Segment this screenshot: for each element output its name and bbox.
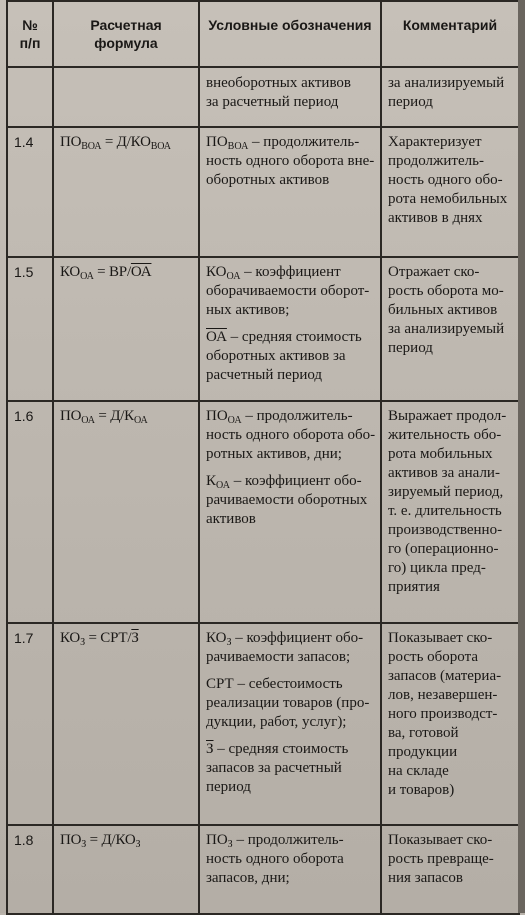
notation-entry: [206, 263, 374, 320]
comment-line: ного производст-: [388, 706, 498, 722]
row-number: 1.4: [7, 127, 53, 257]
formula-rhs: Д/К: [110, 408, 134, 424]
notation-line: [206, 831, 374, 850]
notation-line: [206, 759, 374, 778]
comment-line: лов, незавершен-: [388, 687, 498, 703]
table-row: [7, 623, 519, 825]
formula-lhs-sub: З: [81, 839, 87, 850]
comment-line: производственно-: [388, 522, 503, 538]
comment-line: рота немобильных: [388, 191, 508, 207]
comment-line: Показывает ско-: [388, 832, 493, 848]
notation-entry: [206, 328, 374, 385]
notation-text: – продолжитель-: [241, 408, 353, 424]
row-formula: [53, 401, 199, 623]
header-comment: Комментарий: [381, 1, 519, 67]
comment-line: продукции: [388, 744, 458, 760]
notation-text: – коэффициент: [240, 264, 341, 280]
notation-text: реализации товаров (про-: [206, 695, 370, 711]
notation-symbol: СРТ: [206, 676, 234, 692]
notation-symbol-overline: З: [206, 741, 214, 757]
header-formula: Расчетная формула: [53, 1, 199, 67]
notation-entry: [206, 133, 374, 190]
comment-line: т. е. длительность: [388, 503, 502, 519]
comment-line: Отражает ско-: [388, 264, 480, 280]
comment-line: рость оборота мо-: [388, 283, 504, 299]
row-notation: [199, 623, 381, 825]
comment-line: на складе: [388, 763, 449, 779]
notation-text: – коэффициент обо-: [231, 630, 364, 646]
row-comment: [381, 623, 519, 825]
notation-text: расчетный период: [206, 367, 323, 383]
notation-symbol-sub: ОА: [227, 415, 242, 426]
notation-line: [206, 510, 374, 529]
table-row: [7, 127, 519, 257]
notation-line: [206, 740, 374, 759]
notation-line: [206, 426, 374, 445]
formula-lhs: КО: [60, 264, 81, 280]
formula-rhs: Д/КО: [101, 832, 136, 848]
notation-symbol-sub: ВОА: [227, 141, 249, 152]
notation-line: [206, 850, 374, 869]
row-formula: [53, 127, 199, 257]
continuation-comment: за анализируемый период: [381, 67, 519, 127]
notation-text: активов: [206, 511, 256, 527]
notation-entry: [206, 472, 374, 529]
row-number: 1.8: [7, 825, 53, 914]
notation-line: [206, 694, 374, 713]
notation-line: [206, 472, 374, 491]
continuation-notation: внеоборотных активов за расчетный период: [199, 67, 381, 127]
formula-rhs-overline: ОА: [130, 264, 152, 280]
formula-rhs: Д/КО: [116, 134, 151, 150]
comment-line: ния запасов: [388, 870, 464, 886]
formula-equals: =: [101, 134, 117, 150]
formula-rhs-sub: ВОА: [150, 141, 171, 152]
notation-symbol-sub: ОА: [226, 271, 241, 282]
comment-line: зируемый период,: [388, 484, 504, 500]
row-number: 1.5: [7, 257, 53, 401]
notation-line: [206, 407, 374, 426]
comment-line: ва, готовой: [388, 725, 459, 741]
notation-line: [206, 301, 374, 320]
formula-lhs: ПО: [60, 832, 82, 848]
continuation-number: [7, 67, 53, 127]
comment-line: бильных активов: [388, 302, 498, 318]
comment-line: жительность обо-: [388, 427, 502, 443]
comment-line: продолжитель-: [388, 153, 484, 169]
formula-lhs: ПО: [60, 134, 82, 150]
comment-line: Характеризует: [388, 134, 482, 150]
notation-symbol: КО: [206, 264, 227, 280]
formula-equals: =: [93, 264, 109, 280]
formula-lhs: ПО: [60, 408, 82, 424]
notation-text: ных активов;: [206, 302, 290, 318]
notation-text: – себестоимость: [233, 676, 343, 692]
formula-rhs-sub: ОА: [134, 415, 148, 426]
row-formula: [53, 623, 199, 825]
row-notation: [199, 825, 381, 914]
comment-line: активов за анали-: [388, 465, 500, 481]
row-formula: [53, 257, 199, 401]
comment-line: и товаров): [388, 782, 455, 798]
header-row: [7, 1, 519, 67]
notation-line: [206, 282, 374, 301]
notation-line: [206, 491, 374, 510]
notation-line: [206, 152, 374, 171]
notation-line: [206, 675, 374, 694]
notation-line: [206, 778, 374, 797]
formula-equals: =: [84, 630, 101, 646]
formula-lhs-sub: ОА: [81, 415, 95, 426]
notation-text: ность одного оборота: [206, 851, 344, 867]
notation-text: – средняя стоимость: [226, 329, 362, 345]
notation-line: [206, 366, 374, 385]
notation-symbol-overline: ОА: [206, 329, 227, 345]
formula-equals: =: [86, 832, 102, 848]
notation-symbol: ПО: [206, 832, 228, 848]
notation-symbol: К: [206, 473, 217, 489]
notation-entry: [206, 675, 374, 732]
row-number: 1.7: [7, 623, 53, 825]
row-notation: [199, 127, 381, 257]
table-row: [7, 401, 519, 623]
formula-table: [6, 0, 520, 915]
notation-text: ность одного оборота вне-: [206, 153, 375, 169]
row-comment: [381, 825, 519, 914]
notation-line: [206, 713, 374, 732]
notation-text: рачиваемости запасов;: [206, 649, 351, 665]
notation-symbol-sub: З: [226, 637, 232, 648]
comment-line: приятия: [388, 579, 440, 595]
comment-line: го) цикла пред-: [388, 560, 486, 576]
notation-text: дукции, работ, услуг);: [206, 714, 347, 730]
comment-line: го (операционно-: [388, 541, 499, 557]
formula-lhs-sub: З: [80, 637, 85, 648]
notation-line: [206, 328, 374, 347]
comment-line: активов в днях: [388, 210, 483, 226]
notation-text: запасов за расчетный: [206, 760, 342, 776]
notation-text: ротных активов, дни;: [206, 446, 342, 462]
notation-text: оборачиваемости оборот-: [206, 283, 370, 299]
notation-line: [206, 263, 374, 282]
row-comment: [381, 401, 519, 623]
formula-rhs-overline: З: [131, 630, 139, 646]
row-notation: [199, 401, 381, 623]
notation-text: – средняя стоимость: [213, 741, 349, 757]
notation-line: [206, 445, 374, 464]
header-notation: Условные обозначения: [199, 1, 381, 67]
notation-line: [206, 869, 374, 888]
formula-rhs: СРТ/: [100, 630, 132, 646]
continuation-formula: [53, 67, 199, 127]
formula-rhs: ВР/: [109, 264, 131, 280]
continuation-row: [7, 67, 519, 127]
comment-line: рость превраще-: [388, 851, 494, 867]
notation-text: – продолжитель-: [248, 134, 360, 150]
notation-line: [206, 347, 374, 366]
notation-entry: [206, 740, 374, 797]
notation-text: – продолжитель-: [232, 832, 344, 848]
notation-text: оборотных активов: [206, 172, 330, 188]
notation-text: рачиваемости оборотных: [206, 492, 368, 508]
notation-entry: [206, 629, 374, 667]
table-row: [7, 257, 519, 401]
formula-lhs-sub: ОА: [80, 271, 94, 282]
notation-entry: [206, 831, 374, 888]
row-number: 1.6: [7, 401, 53, 623]
comment-line: Показывает ско-: [388, 630, 493, 646]
notation-symbol-sub: З: [227, 839, 233, 850]
comment-line: запасов (материа-: [388, 668, 502, 684]
comment-line: за анализируемый: [388, 321, 505, 337]
notation-text: запасов, дни;: [206, 870, 290, 886]
formula-lhs-sub: ВОА: [81, 141, 102, 152]
comment-line: период: [388, 340, 433, 356]
comment-line: Выражает продол-: [388, 408, 507, 424]
formula-equals: =: [94, 408, 111, 424]
notation-line: [206, 133, 374, 152]
row-notation: [199, 257, 381, 401]
row-comment: [381, 127, 519, 257]
notation-symbol: КО: [206, 630, 227, 646]
notation-line: [206, 629, 374, 648]
formula-rhs-sub: З: [135, 839, 141, 850]
notation-text: оборотных активов за: [206, 348, 346, 364]
notation-line: [206, 648, 374, 667]
notation-symbol: ПО: [206, 408, 228, 424]
row-formula: [53, 825, 199, 914]
notation-symbol-sub: ОА: [216, 480, 230, 491]
notation-symbol: ПО: [206, 134, 228, 150]
notation-text: – коэффициент обо-: [229, 473, 362, 489]
notation-entry: [206, 407, 374, 464]
row-comment: [381, 257, 519, 401]
table-row: [7, 825, 519, 914]
comment-line: ность одного обо-: [388, 172, 503, 188]
notation-text: период: [206, 779, 251, 795]
notation-line: [206, 171, 374, 190]
comment-line: рость оборота: [388, 649, 479, 665]
page-edge-shadow: [518, 0, 525, 913]
header-number: № п/п: [7, 1, 53, 67]
notation-text: ность одного оборота обо-: [206, 427, 376, 443]
comment-line: рота мобильных: [388, 446, 493, 462]
formula-lhs: КО: [60, 630, 81, 646]
